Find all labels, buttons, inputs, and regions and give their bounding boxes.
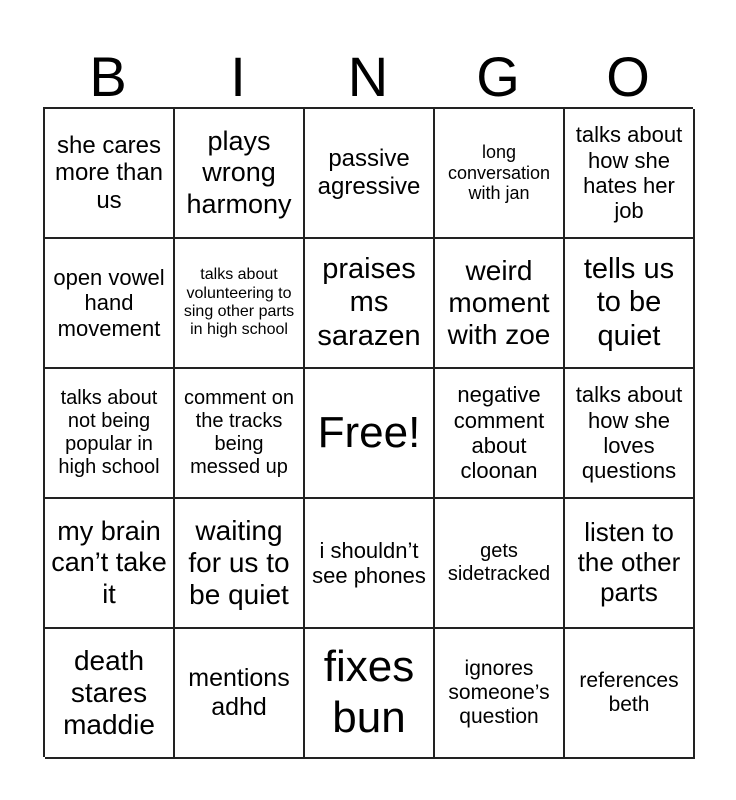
cell-text: talks about volunteering to sing other parts in high school: [183, 266, 295, 339]
bingo-header: [43, 46, 693, 108]
bingo-cell-r3c1[interactable]: [45, 369, 175, 499]
bingo-cell-r3c2[interactable]: [175, 369, 305, 499]
bingo-cell-r4c4[interactable]: [435, 499, 565, 629]
bingo-cell-r4c3[interactable]: [305, 499, 435, 629]
header-letter-b: B: [89, 45, 127, 108]
bingo-cell-r5c5[interactable]: [565, 629, 695, 759]
bingo-cell-r4c5[interactable]: [565, 499, 695, 629]
cell-text: i shouldn’t see phones: [312, 537, 426, 588]
header-letter-n: N: [347, 45, 389, 108]
cell-text: fixes bun: [323, 642, 415, 742]
bingo-cell-r2c5[interactable]: [565, 239, 695, 369]
cell-text: mentions adhd: [188, 664, 290, 721]
bingo-cell-r5c4[interactable]: [435, 629, 565, 759]
header-letter-g: G: [476, 45, 520, 108]
free-space-text: Free!: [317, 407, 421, 457]
bingo-cell-r1c4[interactable]: [435, 109, 565, 239]
bingo-cell-r4c2[interactable]: [175, 499, 305, 629]
bingo-grid: [43, 107, 693, 757]
cell-text: praises ms sarazen: [317, 252, 421, 352]
bingo-cell-r1c2[interactable]: [175, 109, 305, 239]
cell-text: negative comment about cloonan: [453, 382, 545, 484]
header-letter-o: O: [606, 45, 650, 108]
cell-text: talks about how she loves questions: [575, 382, 683, 484]
bingo-cell-r3c4[interactable]: [435, 369, 565, 499]
bingo-cell-r2c2[interactable]: [175, 239, 305, 369]
bingo-cell-r5c1[interactable]: [45, 629, 175, 759]
bingo-cell-r2c1[interactable]: [45, 239, 175, 369]
bingo-cell-r1c3[interactable]: [305, 109, 435, 239]
cell-text: tells us to be quiet: [583, 252, 675, 352]
header-letter-i: I: [230, 45, 246, 108]
cell-text: my brain can’t take it: [51, 516, 167, 609]
bingo-cell-r2c3[interactable]: [305, 239, 435, 369]
cell-text: comment on the tracks being messed up: [183, 387, 295, 478]
bingo-cell-r5c2[interactable]: [175, 629, 305, 759]
cell-text: talks about not being popular in high school: [58, 387, 160, 478]
cell-text: passive agressive: [317, 145, 421, 200]
cell-text: talks about how she hates her job: [575, 122, 683, 224]
bingo-cell-r1c5[interactable]: [565, 109, 695, 239]
cell-text: listen to the other parts: [577, 517, 681, 607]
cell-text: she cares more than us: [54, 131, 164, 214]
cell-text: ignores someone’s question: [448, 656, 550, 729]
cell-text: plays wrong harmony: [186, 126, 292, 219]
cell-text: open vowel hand movement: [53, 265, 165, 341]
cell-text: long conversation with jan: [447, 141, 551, 204]
cell-text: death stares maddie: [63, 644, 155, 741]
bingo-cell-r3c3-free[interactable]: [305, 369, 435, 499]
cell-text: waiting for us to be quiet: [188, 514, 290, 611]
bingo-cell-r1c1[interactable]: [45, 109, 175, 239]
cell-text: weird moment with zoe: [447, 254, 551, 351]
bingo-cell-r2c4[interactable]: [435, 239, 565, 369]
cell-text: gets sidetracked: [447, 540, 551, 585]
bingo-cell-r4c1[interactable]: [45, 499, 175, 629]
bingo-cell-r3c5[interactable]: [565, 369, 695, 499]
cell-text: references beth: [579, 668, 679, 716]
bingo-cell-r5c3[interactable]: [305, 629, 435, 759]
